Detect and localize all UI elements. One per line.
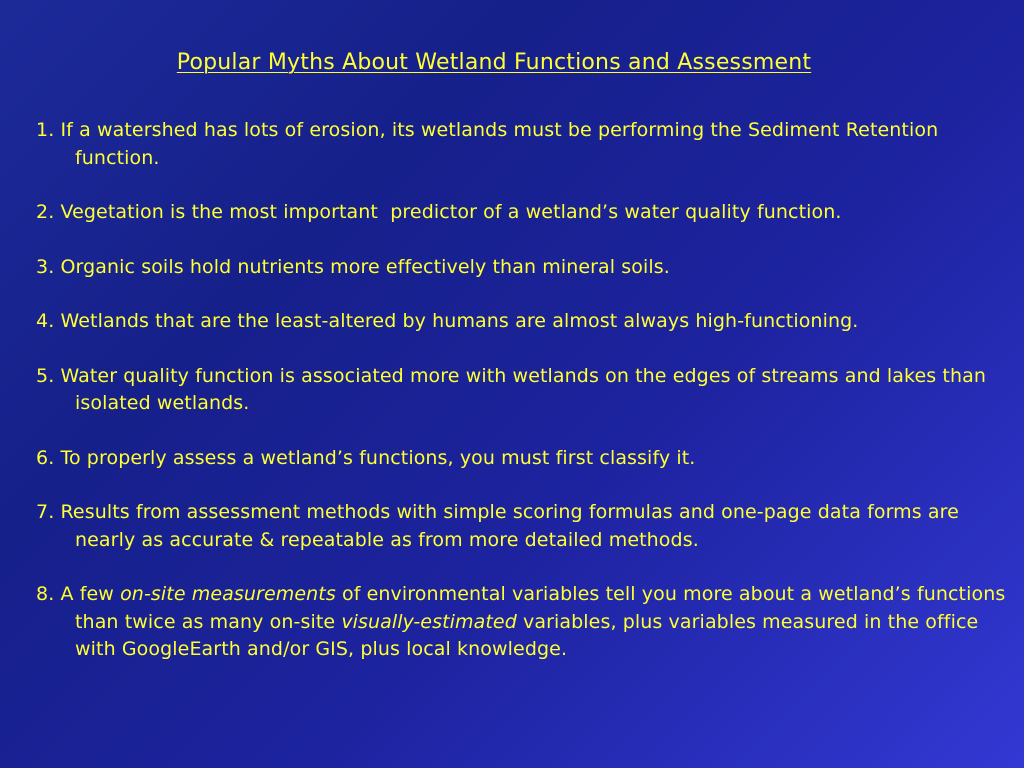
item-number: 6. [36,446,55,469]
item-number: 3. [36,255,55,278]
slide-title: Popular Myths About Wetland Functions and Assessment [176,50,812,75]
item-text-part: A few [60,583,121,605]
list-item [36,308,1011,336]
item-text-part: of environmental variables tell you more about a wetland’s functions than twice as many on-site [75,583,1012,633]
item-number: 1. [36,119,55,141]
list-item [36,117,1011,172]
item-number: 5. [36,364,55,387]
list-item [36,199,1011,227]
item-text-emphasis: on-site measurements [120,583,336,605]
item-number: 7. [36,501,55,523]
item-number: 8. [36,583,55,605]
item-text: Wetlands that are the least-altered by humans are almost always high-functioning. [60,310,859,332]
list-item [36,254,1011,282]
item-number: 2. [36,201,55,223]
list-item [36,363,1011,418]
item-text: Vegetation is the most important predictor of a wetland’s water quality function. [60,201,842,223]
item-text: Organic soils hold nutrients more effectively than mineral soils. [60,255,670,278]
item-text: Water quality function is associated more with wetlands on the edges of streams and lakes than isolated wetlands. [60,364,986,414]
item-text-emphasis: visually-estimated [341,610,517,633]
item-text: If a watershed has lots of erosion, its wetlands must be performing the Sediment Retention function. [60,119,939,169]
myths-list [36,117,1011,664]
item-text: Results from assessment methods with simple scoring formulas and one-page data forms are nearly as accurate & repeatable as from more detailed methods. [60,501,959,551]
item-text-part: variables, plus variables measured in the office with GoogleEarth and/or GIS, plus local knowledge. [75,610,985,660]
list-item [36,581,1011,664]
item-text: To properly assess a wetland’s functions, you must first classify it. [60,446,696,469]
list-item [36,499,1011,554]
item-number: 4. [36,310,55,332]
list-item [36,445,1011,473]
